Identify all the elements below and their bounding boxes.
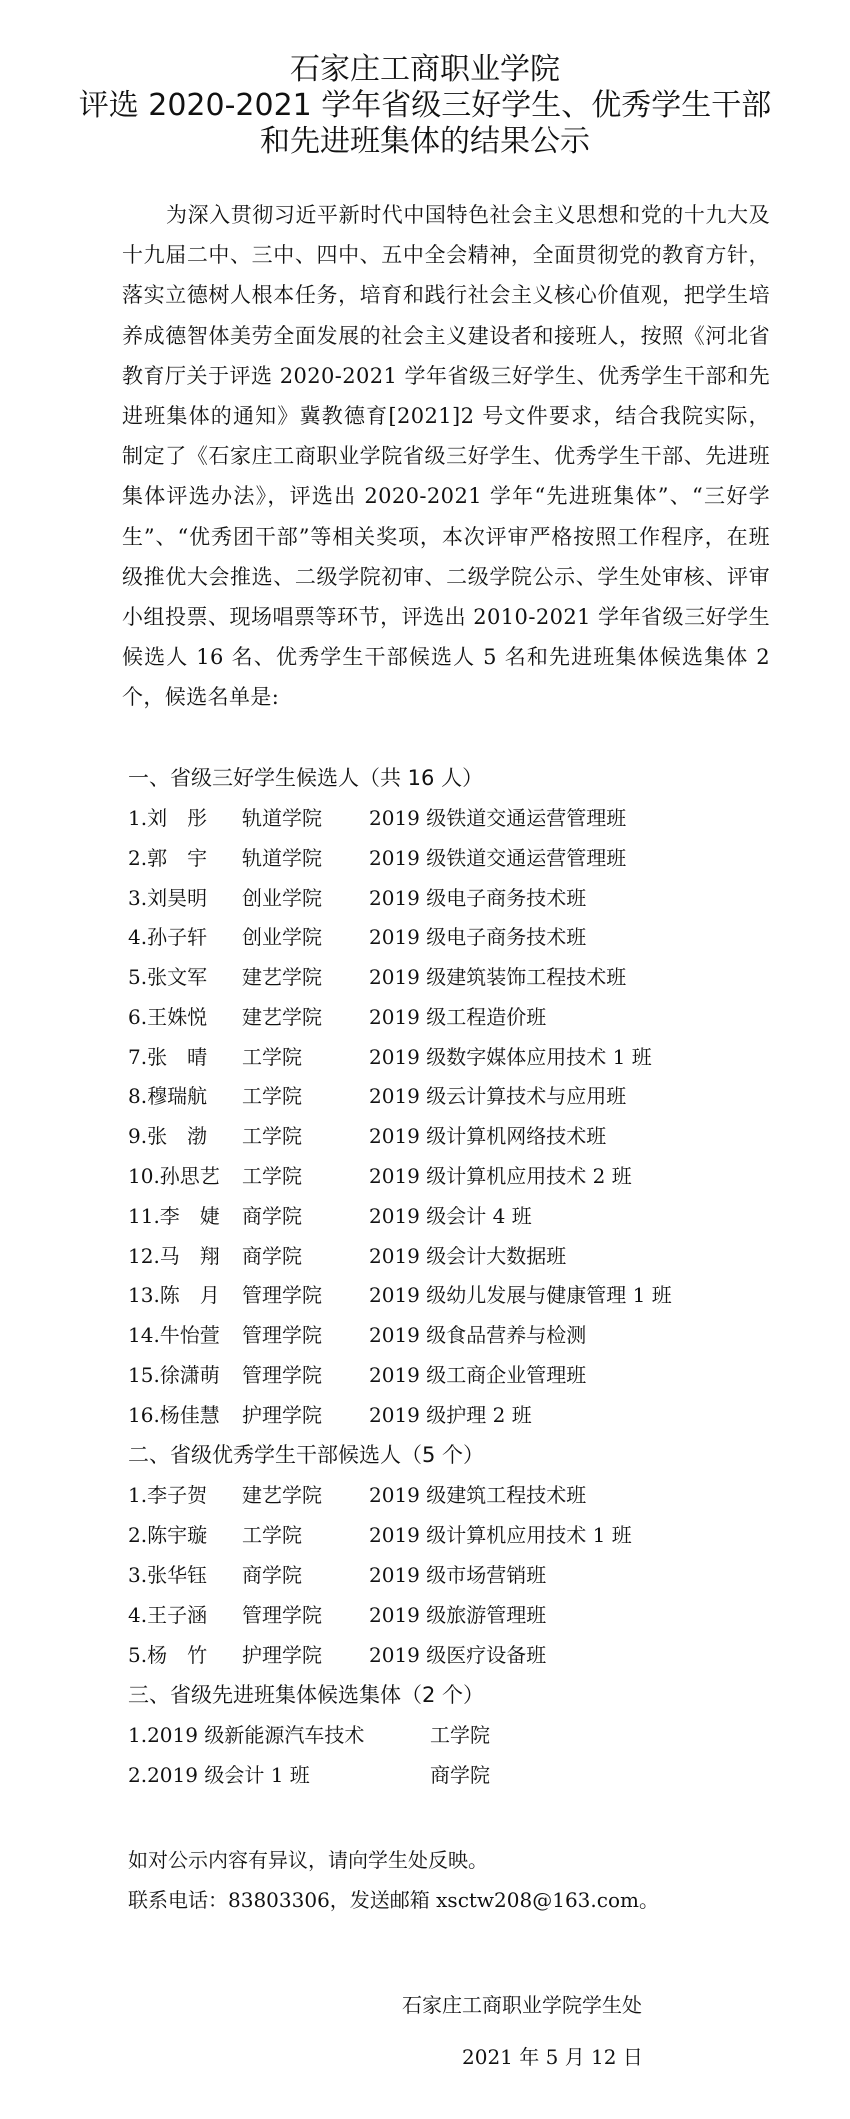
section3-heading: 三、省级先进班集体候选集体（2 个） [128, 1683, 485, 1707]
doc-title-line1: 石家庄工商职业学院 [290, 52, 560, 87]
issue-date: 2021 年 5 月 12 日 [462, 2045, 643, 2069]
doc-title-line2: 评选 2020-2021 学年省级三好学生、优秀学生干部 [78, 88, 772, 123]
doc-title-line3: 和先进班集体的结果公示 [260, 124, 590, 159]
issuing-office: 石家庄工商职业学院学生处 [402, 1993, 642, 2017]
document-page: 石家庄工商职业学院 评选 2020-2021 学年省级三好学生、优秀学生干部 和先进班集体的结果公示 为深入贯彻习近平新时代中国特色社会主义思想和党的十九大及十九届二中、三中、四中、五中全会精神，全面贯彻党的教育方针，落实立德树人根本任务，培育和践行社会主义核心价值观，把学生培养成德智体美劳全面发展的社会主义建设者和接班人，按照《河北省教育厅关于评选 2020-2021 学年省级三好学生、优秀学生干部和先进班集体的通知》冀教德育[2021]2 号文件要求，结合我院实际，制定了《石家庄工商职业学院省级三好学生、优秀学生干部、先进班集体评选办法》，评选出 2020-2021 学年“先进班集体”、“三好学生”、“优秀团干部”等相关奖项，本次评审严格按照工作程序，在班级推优大会推选、二级学院初审、二级学院公示、学生处审核、评审小组投票、现场唱票等环节，评选出 2010-2021 学年省级三好学生候选人 16 名、优秀学生干部候选人 5 名和先进班集体候选集体 2 个，候选名单是: 一、省级三好学生候选人（共 16 人） 1.刘 彤 轨道学院 2019 级铁道交通运营管理班 2.郭 宇 轨道学院 2019 级铁道交通运营管理班 3.刘昊明 创业学院 2019 级电子商务技术班 4.孙子轩 创业学院 2019 级电子商务技术班 5.张文军 建艺学院 2019 级建筑装饰工程技术班 6.王姝悦 建艺学院 2019 级工程造价班 7.张 晴 工学院 2019 级数字媒体应用技术 1 班 8.穆瑞航 工学院 2019 级云计算技术与应用班 9.张 渤 工学院 2019 级计算机网络技术班 10.孙思艺 工学院 2019 级计算机应用技术 2 班 11.李 婕 商学院 2019 级会计 4 班 12.马 翔 商学院 2019 级会计大数据班 13.陈 月 管理学院 2019 级幼儿发展与健康管理 1 班 14.牛怡萱 管理学院 2019 级食品营养与检测 15.徐潇萌 管理学院 2019 级工商企业管理班 16.杨佳慧 护理学院 2019 级护理 2 班 二、省级优秀学生干部候选人（5 个） 1.李子贺 建艺学院 2019 级建筑工程技术班 2.陈宇璇 工学院 2019 级计算机应用技术 1 班 3.张华钰 商学院 2019 级市场营销班 4.王子涵 管理学院 2019 级旅游管理班 5.杨 竹 护理学院 2019 级医疗设备班 三、省级先进班集体候选集体（2 个） 1.2019 级新能源汽车技术 工学院 2.2019 级会计 1 班 商学院 如对公示内容有异议，请向学生处反映。 联系电话：83803306，发送邮箱 xsctw208@163.com。 石家庄工商职业学院学生处 2021 年 5 月 12 日 [0, 0, 850, 2119]
objection-note: 如对公示内容有异议，请向学生处反映。 [128, 1848, 488, 1872]
section2-heading: 二、省级优秀学生干部候选人（5 个） [128, 1443, 485, 1467]
intro-paragraph: 为深入贯彻习近平新时代中国特色社会主义思想和党的十九大及十九届二中、三中、四中、五中全会精神，全面贯彻党的教育方针，落实立德树人根本任务，培育和践行社会主义核心价值观，把学生培养成德智体美劳全面发展的社会主义建设者和接班人，按照《河北省教育厅关于评选 2020-2021 学年省级三好学生、优秀学生干部和先进班集体的通知》冀教德育[2021]2 号文件要求，结合我院实际，制定了《石家庄工商职业学院省级三好学生、优秀学生干部、先进班集体评选办法》，评选出 2020-2021 学年“先进班集体”、“三好学生”、“优秀团干部”等相关奖项，本次评审严格按照工作程序，在班级推优大会推选、二级学院初审、二级学院公示、学生处审核、评审小组投票、现场唱票等环节，评选出 2010-2021 学年省级三好学生候选人 16 名、优秀学生干部候选人 5 名和先进班集体候选集体 2 个，候选名单是: [122, 203, 770, 710]
section1-heading: 一、省级三好学生候选人（共 16 人） [128, 766, 484, 790]
contact-info: 联系电话：83803306，发送邮箱 xsctw208@163.com。 [128, 1888, 659, 1912]
